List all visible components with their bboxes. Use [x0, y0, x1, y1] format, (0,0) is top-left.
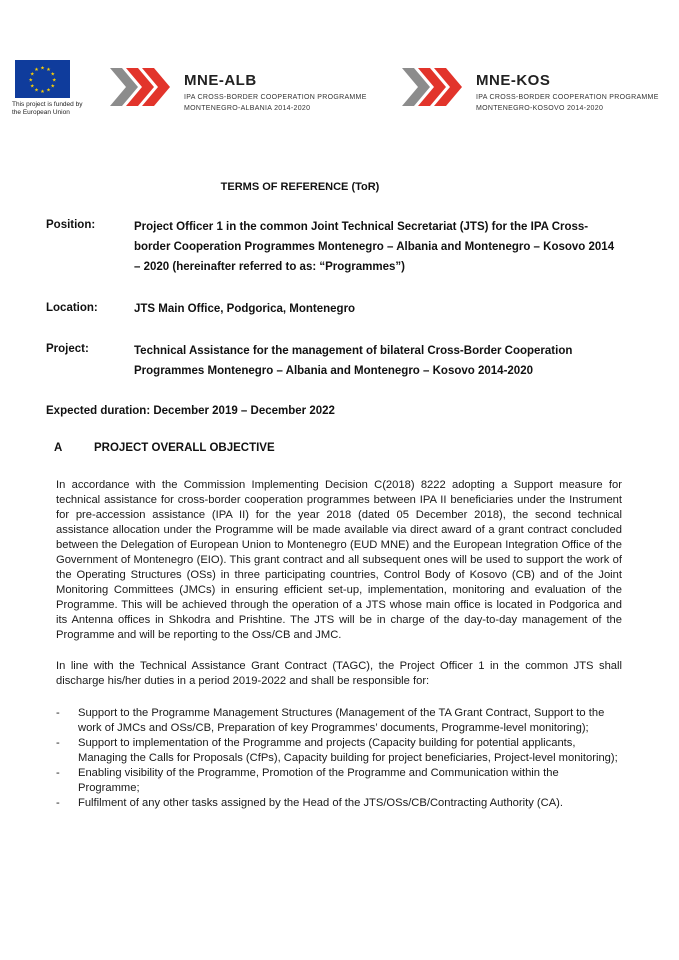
chevron-logo-icon	[108, 64, 174, 110]
svg-text:★: ★	[28, 77, 33, 84]
project-value: Technical Assistance for the management of bilateral Cross-Border Cooperation Programmes Montenegro – Albania and Montenegro – Kosovo 2014-2020	[134, 345, 573, 377]
chevron-logo-icon	[400, 64, 466, 110]
svg-text:★: ★	[50, 71, 56, 78]
programme-subtitle-alb-1: IPA CROSS-BORDER COOPERATION PROGRAMME	[184, 94, 367, 101]
eu-stars-icon	[15, 60, 70, 98]
programme-subtitle-alb-2: MONTENEGRO-ALBANIA 2014-2020	[184, 105, 311, 112]
paragraph-objective: In accordance with the Commission Implementing Decision C(2018) 8222 adopting a Support measure for technical assistance for cross-border cooperation programmes between IPA II beneficiaries under the Instrument for pre-accession assistance (IPA II) for the year 2018 (dated 05 December 2018), the second technical assistance allocation under the Programme will be made available via direct award of a grant contract concluded between the Delegation of European Union to Montenegro (EUD MNE) and the European Integration Office of the Government of Montenegro (EIO). This grant contract and all subsequent ones will be used to support the work of the Operating Structures (OSs) in three participating countries, Control Body of Kosovo (CB) and of the Joint Monitoring Committees (JMCs) in ensuring efficient set-up, implementation, monitoring and evaluation of the Programme. This will be achieved through the operation of a JTS whose main office is located in Podgorica and its Antenna offices in Shkodra and Prishtine. The JTS will be in charge of the day-to-day management of the Programme and will be reporting to the Oss/CB and JMC.	[56, 479, 622, 641]
list-item	[56, 706, 622, 736]
list-item-text: Enabling visibility of the Programme, Promotion of the Programme and Communication within the Programme;	[78, 767, 559, 794]
document-title: TERMS OF REFERENCE (ToR)	[220, 181, 380, 193]
location-value: JTS Main Office, Podgorica, Montenegro	[134, 303, 356, 315]
list-item-text: Support to the Programme Management Structures (Management of the TA Grant Contract, Support to the work of JMCs and OSs/CB, Preparation of key Programmes’ documents, Programme-level monitoring);	[78, 707, 605, 734]
section-title: PROJECT OVERALL OBJECTIVE	[94, 442, 275, 454]
list-item	[56, 796, 622, 811]
bullet-marker: -	[56, 767, 60, 779]
project-label: Project:	[46, 343, 89, 355]
expected-duration: Expected duration: December 2019 – December 2022	[46, 405, 335, 417]
responsibilities-list	[56, 706, 622, 811]
eu-flag-logo	[15, 60, 70, 98]
bullet-marker: -	[56, 797, 60, 809]
location-label: Location:	[46, 302, 98, 314]
svg-text:★: ★	[34, 67, 39, 73]
list-item	[56, 736, 622, 766]
list-item-text: Fulfilment of any other tasks assigned by the Head of the JTS/OSs/CB/Contracting Authority (CA).	[78, 797, 564, 809]
programme-subtitle-kos-1: IPA CROSS-BORDER COOPERATION PROGRAMME	[476, 94, 659, 101]
bullet-marker: -	[56, 707, 60, 719]
svg-text:★: ★	[34, 87, 39, 94]
svg-text:★: ★	[29, 83, 35, 90]
programme-title-kos: MNE-KOS	[476, 72, 551, 89]
programme-subtitle-kos-2: MONTENEGRO-KOSOVO 2014-2020	[476, 105, 604, 112]
svg-text:★: ★	[46, 67, 51, 73]
svg-text:★: ★	[50, 83, 56, 90]
mne-alb-logo	[108, 64, 174, 115]
position-value: Project Officer 1 in the common Joint Technical Secretariat (JTS) for the IPA Cross-border Cooperation Programmes Montenegro – Albania and Montenegro – Kosovo 2014 – 2020 (hereinafter referred to as: “Programmes”)	[134, 221, 615, 273]
position-label: Position:	[46, 219, 96, 231]
svg-text:★: ★	[40, 65, 45, 72]
svg-text:★: ★	[40, 89, 45, 96]
svg-text:★: ★	[29, 71, 35, 78]
list-item-text: Support to implementation of the Programme and projects (Capacity building for potential applicants, Managing the Calls for Proposals (CfPs), Capacity building for project beneficiaries, Project-level monitoring);	[78, 737, 618, 764]
svg-text:★: ★	[52, 77, 57, 84]
paragraph-responsibilities: In line with the Technical Assistance Grant Contract (TAGC), the Project Officer 1 in the common JTS shall discharge his/her duties in a period 2019-2022 and shall be responsible for:	[56, 660, 622, 687]
section-letter: A	[54, 442, 63, 454]
programme-title-alb: MNE-ALB	[184, 72, 257, 89]
bullet-marker: -	[56, 737, 60, 749]
eu-funding-caption: This project is funded by the European Union	[12, 101, 83, 116]
svg-text:★: ★	[46, 87, 51, 94]
list-item	[56, 766, 622, 796]
mne-kos-logo	[400, 64, 466, 115]
